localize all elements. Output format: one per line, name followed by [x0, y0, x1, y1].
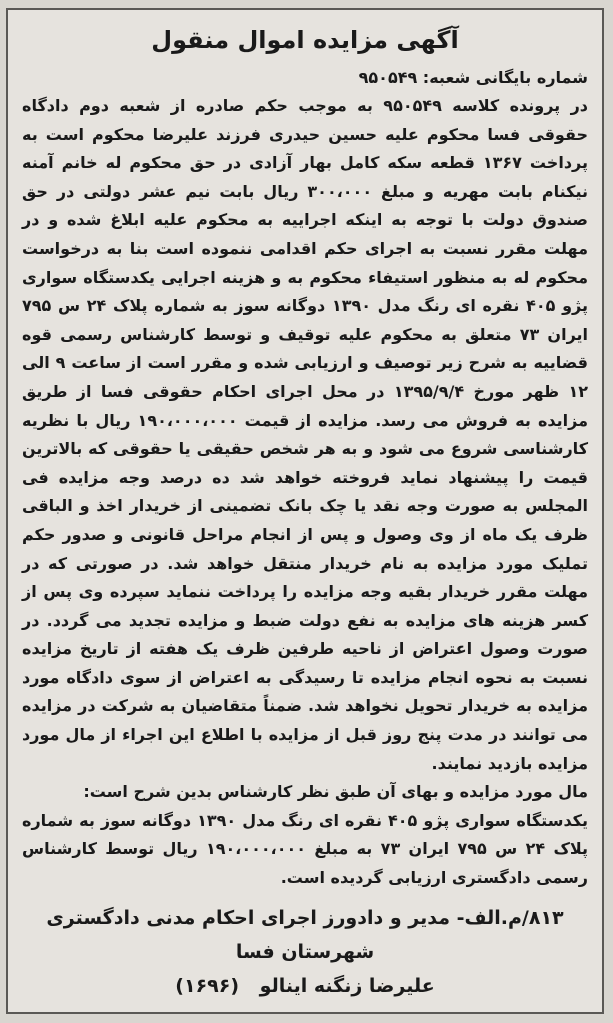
- notice-sheet: [6, 8, 604, 1014]
- specs-text: یکدستگاه سواری پژو ۴۰۵ نقره ای رنگ مدل ۱۳۹۰ دوگانه سوز به شماره پلاک ۲۴ س ۷۹۵ ایران ۷۳ به مبلغ ۱۹۰،۰۰۰،۰۰۰ ریال توسط کارشناس رسمی دادگستری ارزیابی گردیده است.: [22, 810, 588, 888]
- signer-line: ۸۱۳/م.الف- مدیر و دادورز اجرای احکام مدنی دادگستری شهرستان فسا: [46, 906, 564, 963]
- notice-body: در پرونده کلاسه ۹۵۰۵۴۹ به موجب حکم صادره از شعبه دوم دادگاه حقوقی فسا محکوم علیه حسین حیدری فرزند علیرضا محکوم است به پرداخت ۱۳۶۷ قطعه سکه کامل بهار آزادی در حق محکوم له خانم آمنه نیکنام بابت مهریه و مبلغ ۳۰۰،۰۰۰ ریال بابت نیم عشر دولتی در حق صندوق دولت با توجه به اینکه اجراییه به محکوم علیه ابلاغ شده و در مهلت مقرر نسبت به اجرای حکم اقدامی ننموده است بنا به درخواست محکوم له به منظور استیفاء محکوم به و هزینه اجرایی یکدستگاه سواری پژو ۴۰۵ نقره ای رنگ مدل ۱۳۹۰ دوگانه سوز به شماره پلاک ۲۴ س ۷۹۵ ایران ۷۳ متعلق به محکوم علیه توقیف و توسط کارشناس رسمی قوه قضاییه به شرح زیر توصیف و ارزیابی شده و مقرر است از ساعت ۹ الی ۱۲ ظهر مورخ ۱۳۹۵/۹/۴ در محل اجرای احکام حقوقی فسا از طریق مزایده به فروش می رسد. مزایده از قیمت ۱۹۰،۰۰۰،۰۰۰ ریال با نظریه کارشناسی شروع می شود و به هر شخص حقیقی یا حقوقی که بالاترین قیمت را پیشنهاد نماید فروخته خواهد شد ده درصد وجه مزایده فی المجلس به صورت وجه نقد یا چک بانک تضمینی از خریدار اخذ و الباقی ظرف یک ماه از وی وصول و پس از انجام مراحل قانونی و صدور حکم تملیک مورد مزایده به نام خریدار منتقل خواهد شد. در صورتی که در مهلت مقرر خریدار بقیه وجه مزایده را پرداخت ننماید سپرده وی پس از کسر هزینه های مزایده به نفع دولت ضبط و مزایده تجدید می گردد. در صورت وصول اعتراض از ناحیه طرفین ظرف یک هفته از تاریخ مزایده نسبت به نحوه انجام مزایده تا رسیدگی به اعتراض از سوی دادگاه مورد مزایده به خریدار تحویل نخواهد شد. ضمناً متقاضیان به شرکت در مزایده می توانند در مدت پنج روز قبل از مزایده با اطلاع این اجراء از مال مورد مزایده بازدید نمایند.: [22, 96, 589, 773]
- signer-name: علیرضا زنگنه اینالو: [259, 974, 435, 997]
- notice-footer: [22, 901, 588, 1003]
- signer-name-line: [22, 969, 588, 1003]
- specs-title: مال مورد مزایده و بهای آن طبق نظر کارشناس بدین شرح است:: [83, 782, 588, 802]
- archive-number: شماره بایگانی شعبه: ۹۵۰۵۴۹: [358, 68, 588, 87]
- notice-title: آگهی مزایده اموال منقول: [151, 26, 459, 54]
- notice-code: (۱۶۹۶): [175, 974, 240, 997]
